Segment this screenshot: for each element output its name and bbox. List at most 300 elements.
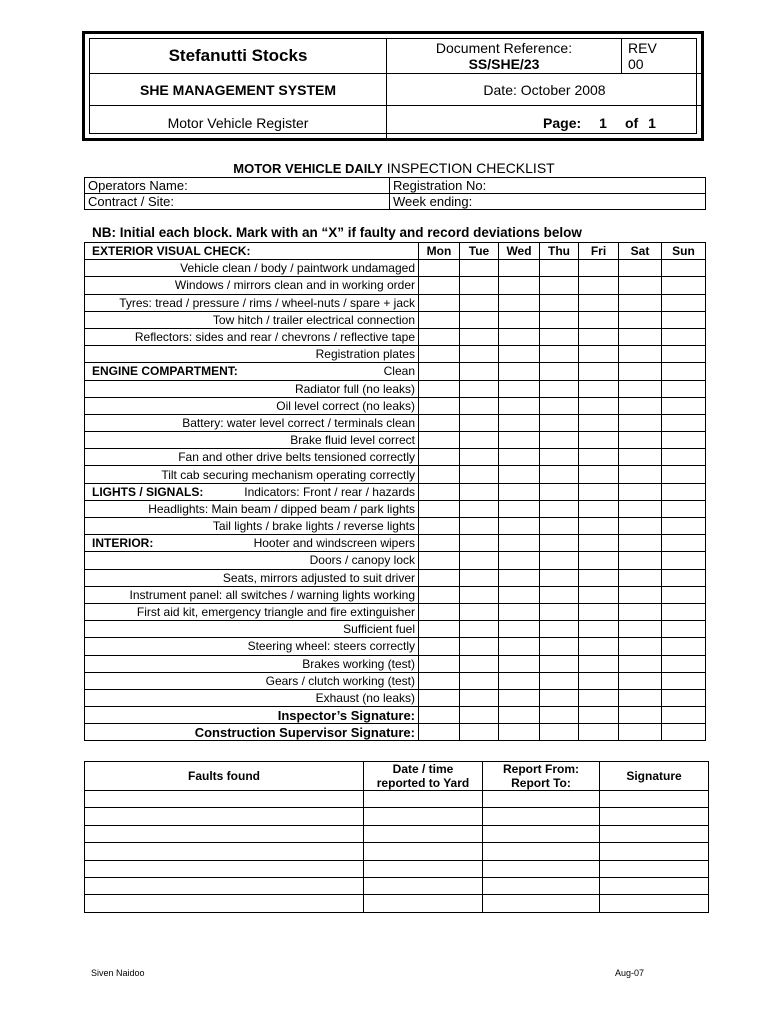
- checklist-item-label: Vehicle clean / body / paintwork undamaged: [180, 261, 415, 276]
- checklist-item-label: Tilt cab securing mechanism operating correctly: [161, 467, 415, 482]
- day-header: Tue: [460, 243, 499, 260]
- check-box-cell[interactable]: [662, 414, 706, 431]
- check-box-cell[interactable]: [579, 432, 619, 449]
- check-box-cell[interactable]: [540, 294, 579, 311]
- fault-description-cell[interactable]: [85, 860, 364, 877]
- checklist-item-label: Headlights: Main beam / dipped beam / park lights: [148, 501, 415, 516]
- check-box-cell[interactable]: [619, 552, 662, 569]
- check-box-cell[interactable]: [460, 432, 499, 449]
- checklist-item-label: Brake fluid level correct: [290, 433, 415, 448]
- check-box-cell[interactable]: [419, 672, 460, 689]
- supervisor-signature-cell[interactable]: [662, 724, 706, 741]
- check-box-cell[interactable]: [579, 380, 619, 397]
- checklist-item-cell: [85, 294, 419, 311]
- section-heading: [88, 502, 92, 516]
- inspector-signature-cell[interactable]: [619, 707, 662, 724]
- check-box-cell[interactable]: [619, 277, 662, 294]
- section-heading: [88, 468, 92, 482]
- fault-signature-cell[interactable]: [600, 825, 709, 842]
- check-box-cell[interactable]: [460, 397, 499, 414]
- checklist-item-label: Sufficient fuel: [343, 622, 415, 637]
- check-box-cell[interactable]: [579, 466, 619, 483]
- check-box-cell[interactable]: [499, 432, 540, 449]
- check-box-cell[interactable]: [460, 621, 499, 638]
- section-heading: [88, 433, 92, 447]
- company-name: Stefanutti Stocks: [168, 46, 308, 65]
- supervisor-signature-cell[interactable]: [419, 724, 460, 741]
- check-box-cell[interactable]: [499, 397, 540, 414]
- fault-date-cell[interactable]: [364, 808, 483, 825]
- check-box-cell[interactable]: [499, 535, 540, 552]
- check-box-cell[interactable]: [499, 689, 540, 706]
- check-box-cell[interactable]: [540, 260, 579, 277]
- check-box-cell[interactable]: [662, 535, 706, 552]
- check-box-cell[interactable]: [540, 397, 579, 414]
- section-heading: [88, 278, 92, 292]
- supervisor-signature-cell[interactable]: [540, 724, 579, 741]
- check-box-cell[interactable]: [579, 277, 619, 294]
- check-box-cell[interactable]: [579, 552, 619, 569]
- check-box-cell[interactable]: [619, 569, 662, 586]
- checklist-row: [85, 638, 706, 655]
- check-box-cell[interactable]: [419, 346, 460, 363]
- document-title: Motor Vehicle Register: [167, 114, 309, 131]
- check-box-cell[interactable]: [419, 449, 460, 466]
- check-box-cell[interactable]: [619, 518, 662, 535]
- check-box-cell[interactable]: [540, 569, 579, 586]
- inspector-signature-cell[interactable]: [579, 707, 619, 724]
- check-box-cell[interactable]: [540, 483, 579, 500]
- inspector-signature-cell[interactable]: [460, 707, 499, 724]
- week-ending-field[interactable]: Week ending:: [390, 194, 706, 210]
- checklist-item-label: Reflectors: sides and rear / chevrons / reflective tape: [134, 330, 415, 345]
- check-box-cell[interactable]: [619, 621, 662, 638]
- check-box-cell[interactable]: [540, 552, 579, 569]
- check-box-cell[interactable]: [579, 672, 619, 689]
- fault-report-cell[interactable]: [483, 895, 600, 912]
- checklist-item-cell: [85, 483, 419, 500]
- checklist-row: [85, 414, 706, 431]
- check-box-cell[interactable]: [460, 638, 499, 655]
- check-box-cell[interactable]: [460, 380, 499, 397]
- check-box-cell[interactable]: [579, 346, 619, 363]
- check-box-cell[interactable]: [619, 260, 662, 277]
- checklist-item-cell: [85, 432, 419, 449]
- check-box-cell[interactable]: [460, 277, 499, 294]
- check-box-cell[interactable]: [419, 260, 460, 277]
- check-box-cell[interactable]: [579, 518, 619, 535]
- check-box-cell[interactable]: [540, 277, 579, 294]
- check-box-cell[interactable]: [540, 638, 579, 655]
- check-box-cell[interactable]: [619, 500, 662, 517]
- check-box-cell[interactable]: [419, 621, 460, 638]
- check-box-cell[interactable]: [662, 380, 706, 397]
- check-box-cell[interactable]: [619, 380, 662, 397]
- check-box-cell[interactable]: [419, 414, 460, 431]
- check-box-cell[interactable]: [540, 689, 579, 706]
- fault-signature-cell[interactable]: [600, 843, 709, 860]
- check-box-cell[interactable]: [419, 363, 460, 380]
- check-box-cell[interactable]: [662, 500, 706, 517]
- doc-ref-label: Document Reference:: [435, 40, 573, 56]
- check-box-cell[interactable]: [419, 277, 460, 294]
- check-box-cell[interactable]: [460, 689, 499, 706]
- check-box-cell[interactable]: [419, 311, 460, 328]
- check-box-cell[interactable]: [419, 397, 460, 414]
- fault-date-cell[interactable]: [364, 877, 483, 894]
- check-box-cell[interactable]: [579, 294, 619, 311]
- check-box-cell[interactable]: [579, 621, 619, 638]
- checklist-row: [85, 363, 706, 380]
- check-box-cell[interactable]: [419, 500, 460, 517]
- fault-report-cell[interactable]: [483, 825, 600, 842]
- check-box-cell[interactable]: [419, 638, 460, 655]
- check-box-cell[interactable]: [619, 483, 662, 500]
- check-box-cell[interactable]: [419, 432, 460, 449]
- check-box-cell[interactable]: [619, 655, 662, 672]
- check-box-cell[interactable]: [579, 500, 619, 517]
- checklist-row: [85, 294, 706, 311]
- check-box-cell[interactable]: [579, 449, 619, 466]
- checklist-row: [85, 569, 706, 586]
- fault-description-cell[interactable]: [85, 895, 364, 912]
- check-box-cell[interactable]: [499, 277, 540, 294]
- check-box-cell[interactable]: [662, 483, 706, 500]
- check-box-cell[interactable]: [662, 466, 706, 483]
- check-box-cell[interactable]: [662, 346, 706, 363]
- check-box-cell[interactable]: [662, 294, 706, 311]
- check-box-cell[interactable]: [540, 466, 579, 483]
- check-box-cell[interactable]: [499, 380, 540, 397]
- fault-date-cell[interactable]: [364, 895, 483, 912]
- check-box-cell[interactable]: [662, 638, 706, 655]
- check-box-cell[interactable]: [662, 328, 706, 345]
- checklist-item-cell: [85, 552, 419, 569]
- check-box-cell[interactable]: [499, 449, 540, 466]
- page-total: 1: [648, 114, 656, 131]
- fault-date-cell[interactable]: [364, 843, 483, 860]
- check-box-cell[interactable]: [460, 535, 499, 552]
- check-box-cell[interactable]: [460, 414, 499, 431]
- check-box-cell[interactable]: [460, 655, 499, 672]
- check-box-cell[interactable]: [579, 586, 619, 603]
- fault-description-cell[interactable]: [85, 825, 364, 842]
- checklist-row: [85, 603, 706, 620]
- check-box-cell[interactable]: [662, 552, 706, 569]
- check-box-cell[interactable]: [662, 363, 706, 380]
- check-box-cell[interactable]: [662, 569, 706, 586]
- check-box-cell[interactable]: [419, 466, 460, 483]
- checklist-item-cell: [85, 621, 419, 638]
- checklist-item-cell: [85, 535, 419, 552]
- check-box-cell[interactable]: [540, 518, 579, 535]
- checklist-item-label: Instrument panel: all switches / warning lights working: [129, 587, 415, 602]
- fault-description-cell[interactable]: [85, 791, 364, 808]
- checklist-title-rest: INSPECTION CHECKLIST: [386, 160, 555, 176]
- checklist-item-cell: [85, 277, 419, 294]
- fault-report-cell[interactable]: [483, 791, 600, 808]
- faults-table: [84, 761, 709, 913]
- check-box-cell[interactable]: [499, 466, 540, 483]
- inspector-signature-cell[interactable]: [419, 707, 460, 724]
- section-heading: [88, 657, 92, 671]
- checklist-item-label: Fan and other drive belts tensioned correctly: [178, 450, 415, 465]
- check-box-cell[interactable]: [619, 432, 662, 449]
- fault-signature-cell[interactable]: [600, 791, 709, 808]
- check-box-cell[interactable]: [619, 328, 662, 345]
- check-box-cell[interactable]: [619, 397, 662, 414]
- checklist-row: [85, 500, 706, 517]
- checklist-row: [85, 277, 706, 294]
- section-heading: [88, 639, 92, 653]
- check-box-cell[interactable]: [460, 518, 499, 535]
- fault-description-cell[interactable]: [85, 808, 364, 825]
- inspector-signature-cell[interactable]: [662, 707, 706, 724]
- checklist-item-cell: [85, 328, 419, 345]
- check-box-cell[interactable]: [540, 621, 579, 638]
- check-box-cell[interactable]: [460, 569, 499, 586]
- fault-description-cell[interactable]: [85, 877, 364, 894]
- check-box-cell[interactable]: [579, 535, 619, 552]
- check-box-cell[interactable]: [540, 380, 579, 397]
- check-box-cell[interactable]: [619, 449, 662, 466]
- check-box-cell[interactable]: [619, 311, 662, 328]
- check-box-cell[interactable]: [460, 328, 499, 345]
- check-box-cell[interactable]: [662, 432, 706, 449]
- check-box-cell[interactable]: [460, 346, 499, 363]
- check-box-cell[interactable]: [499, 586, 540, 603]
- check-box-cell[interactable]: [460, 500, 499, 517]
- check-box-cell[interactable]: [619, 535, 662, 552]
- checklist-row: [85, 260, 706, 277]
- section-heading: [88, 691, 92, 705]
- checklist-item-label: Windows / mirrors clean and in working order: [174, 278, 415, 293]
- instruction-note: NB: Initial each block. Mark with an “X” if faulty and record deviations below: [92, 225, 582, 240]
- checklist-item-label: Exhaust (no leaks): [315, 690, 415, 705]
- fault-date-cell[interactable]: [364, 791, 483, 808]
- check-box-cell[interactable]: [499, 346, 540, 363]
- check-box-cell[interactable]: [662, 672, 706, 689]
- fault-signature-cell[interactable]: [600, 860, 709, 877]
- check-box-cell[interactable]: [540, 586, 579, 603]
- fault-signature-cell[interactable]: [600, 808, 709, 825]
- check-box-cell[interactable]: [419, 294, 460, 311]
- supervisor-signature-cell[interactable]: [499, 724, 540, 741]
- supervisor-signature-cell[interactable]: [460, 724, 499, 741]
- fault-row: [85, 877, 709, 894]
- check-box-cell[interactable]: [662, 586, 706, 603]
- checklist-item-cell: [85, 672, 419, 689]
- fault-report-cell[interactable]: [483, 860, 600, 877]
- check-box-cell[interactable]: [662, 689, 706, 706]
- header-grid: [89, 38, 697, 134]
- checklist-row: [85, 380, 706, 397]
- check-box-cell[interactable]: [499, 294, 540, 311]
- check-box-cell[interactable]: [619, 638, 662, 655]
- fault-report-cell[interactable]: [483, 843, 600, 860]
- check-box-cell[interactable]: [499, 311, 540, 328]
- check-box-cell[interactable]: [419, 380, 460, 397]
- section-heading: [88, 261, 92, 275]
- checklist-row: [85, 432, 706, 449]
- checklist-row: [85, 243, 706, 260]
- check-box-cell[interactable]: [499, 260, 540, 277]
- check-box-cell[interactable]: [579, 603, 619, 620]
- check-box-cell[interactable]: [540, 500, 579, 517]
- check-box-cell[interactable]: [662, 518, 706, 535]
- day-header: Wed: [499, 243, 540, 260]
- check-box-cell[interactable]: [540, 432, 579, 449]
- inspector-signature-cell[interactable]: [499, 707, 540, 724]
- check-box-cell[interactable]: [662, 260, 706, 277]
- fault-description-cell[interactable]: [85, 843, 364, 860]
- check-box-cell[interactable]: [460, 294, 499, 311]
- check-box-cell[interactable]: [579, 260, 619, 277]
- check-box-cell[interactable]: [540, 346, 579, 363]
- fault-date-cell[interactable]: [364, 825, 483, 842]
- check-box-cell[interactable]: [619, 586, 662, 603]
- check-box-cell[interactable]: [619, 363, 662, 380]
- section-heading: [88, 674, 92, 688]
- checklist-row: [85, 586, 706, 603]
- check-box-cell[interactable]: [619, 414, 662, 431]
- fault-row: [85, 791, 709, 808]
- fault-date-cell[interactable]: [364, 860, 483, 877]
- check-box-cell[interactable]: [499, 655, 540, 672]
- check-box-cell[interactable]: [619, 689, 662, 706]
- check-box-cell[interactable]: [419, 689, 460, 706]
- check-box-cell[interactable]: [540, 363, 579, 380]
- check-box-cell[interactable]: [460, 586, 499, 603]
- checklist-item-label: First aid kit, emergency triangle and fire extinguisher: [136, 605, 415, 620]
- checklist-item-label: Clean: [383, 364, 415, 379]
- check-box-cell[interactable]: [499, 552, 540, 569]
- check-box-cell[interactable]: [579, 655, 619, 672]
- checklist-row: [85, 328, 706, 345]
- check-box-cell[interactable]: [662, 397, 706, 414]
- check-box-cell[interactable]: [619, 294, 662, 311]
- check-box-cell[interactable]: [662, 603, 706, 620]
- check-box-cell[interactable]: [419, 603, 460, 620]
- check-box-cell[interactable]: [662, 621, 706, 638]
- fault-report-cell[interactable]: [483, 808, 600, 825]
- check-box-cell[interactable]: [662, 655, 706, 672]
- fault-signature-cell[interactable]: [600, 877, 709, 894]
- check-box-cell[interactable]: [460, 311, 499, 328]
- check-box-cell[interactable]: [619, 466, 662, 483]
- check-box-cell[interactable]: [579, 397, 619, 414]
- checklist-item-cell: [85, 518, 419, 535]
- check-box-cell[interactable]: [499, 500, 540, 517]
- check-box-cell[interactable]: [419, 328, 460, 345]
- check-box-cell[interactable]: [499, 603, 540, 620]
- day-header: Sat: [619, 243, 662, 260]
- check-box-cell[interactable]: [419, 655, 460, 672]
- operators-name-field[interactable]: Operators Name:: [85, 178, 390, 194]
- signature-header: Signature: [600, 762, 709, 791]
- check-box-cell[interactable]: [619, 672, 662, 689]
- report-from-to-header: [483, 762, 600, 791]
- check-box-cell[interactable]: [460, 260, 499, 277]
- checklist-item-cell: [85, 689, 419, 706]
- fault-row: [85, 895, 709, 912]
- check-box-cell[interactable]: [540, 655, 579, 672]
- check-box-cell[interactable]: [499, 518, 540, 535]
- fault-signature-cell[interactable]: [600, 895, 709, 912]
- check-box-cell[interactable]: [460, 363, 499, 380]
- contract-site-field[interactable]: Contract / Site:: [85, 194, 390, 210]
- check-box-cell[interactable]: [540, 449, 579, 466]
- page-number: 1: [599, 114, 607, 131]
- check-box-cell[interactable]: [499, 328, 540, 345]
- check-box-cell[interactable]: [419, 535, 460, 552]
- check-box-cell[interactable]: [499, 569, 540, 586]
- check-box-cell[interactable]: [662, 449, 706, 466]
- checklist-row: [85, 397, 706, 414]
- check-box-cell[interactable]: [460, 603, 499, 620]
- check-box-cell[interactable]: [540, 414, 579, 431]
- check-box-cell[interactable]: [499, 638, 540, 655]
- check-box-cell[interactable]: [419, 569, 460, 586]
- check-box-cell[interactable]: [579, 689, 619, 706]
- checklist-row: [85, 466, 706, 483]
- check-box-cell[interactable]: [579, 483, 619, 500]
- check-box-cell[interactable]: [460, 672, 499, 689]
- check-box-cell[interactable]: [460, 483, 499, 500]
- fault-report-cell[interactable]: [483, 877, 600, 894]
- check-box-cell[interactable]: [540, 672, 579, 689]
- check-box-cell[interactable]: [540, 603, 579, 620]
- check-box-cell[interactable]: [579, 638, 619, 655]
- check-box-cell[interactable]: [540, 328, 579, 345]
- check-box-cell[interactable]: [540, 311, 579, 328]
- rev-label: REV: [628, 40, 657, 56]
- check-box-cell[interactable]: [460, 449, 499, 466]
- check-box-cell[interactable]: [419, 483, 460, 500]
- check-box-cell[interactable]: [460, 552, 499, 569]
- check-box-cell[interactable]: [540, 535, 579, 552]
- check-box-cell[interactable]: [619, 346, 662, 363]
- check-box-cell[interactable]: [499, 621, 540, 638]
- check-box-cell[interactable]: [662, 277, 706, 294]
- inspector-signature-cell[interactable]: [540, 707, 579, 724]
- check-box-cell[interactable]: [499, 672, 540, 689]
- supervisor-signature-cell[interactable]: [579, 724, 619, 741]
- check-box-cell[interactable]: [499, 363, 540, 380]
- supervisor-signature-cell[interactable]: [619, 724, 662, 741]
- check-box-cell[interactable]: [419, 518, 460, 535]
- check-box-cell[interactable]: [499, 483, 540, 500]
- check-box-cell[interactable]: [419, 552, 460, 569]
- check-box-cell[interactable]: [419, 586, 460, 603]
- check-box-cell[interactable]: [499, 414, 540, 431]
- registration-no-field[interactable]: Registration No:: [390, 178, 706, 194]
- checklist-item-cell: [85, 603, 419, 620]
- check-box-cell[interactable]: [460, 466, 499, 483]
- check-box-cell[interactable]: [662, 311, 706, 328]
- check-box-cell[interactable]: [579, 569, 619, 586]
- section-heading: [88, 553, 92, 567]
- checklist-item-label: Registration plates: [315, 347, 415, 362]
- check-box-cell[interactable]: [579, 414, 619, 431]
- document-reference: [387, 39, 621, 73]
- check-box-cell[interactable]: [579, 363, 619, 380]
- check-box-cell[interactable]: [619, 603, 662, 620]
- check-box-cell[interactable]: [579, 328, 619, 345]
- report-to-header: Report To:: [511, 776, 571, 790]
- report-from-header: Report From:: [503, 762, 579, 776]
- check-box-cell[interactable]: [579, 311, 619, 328]
